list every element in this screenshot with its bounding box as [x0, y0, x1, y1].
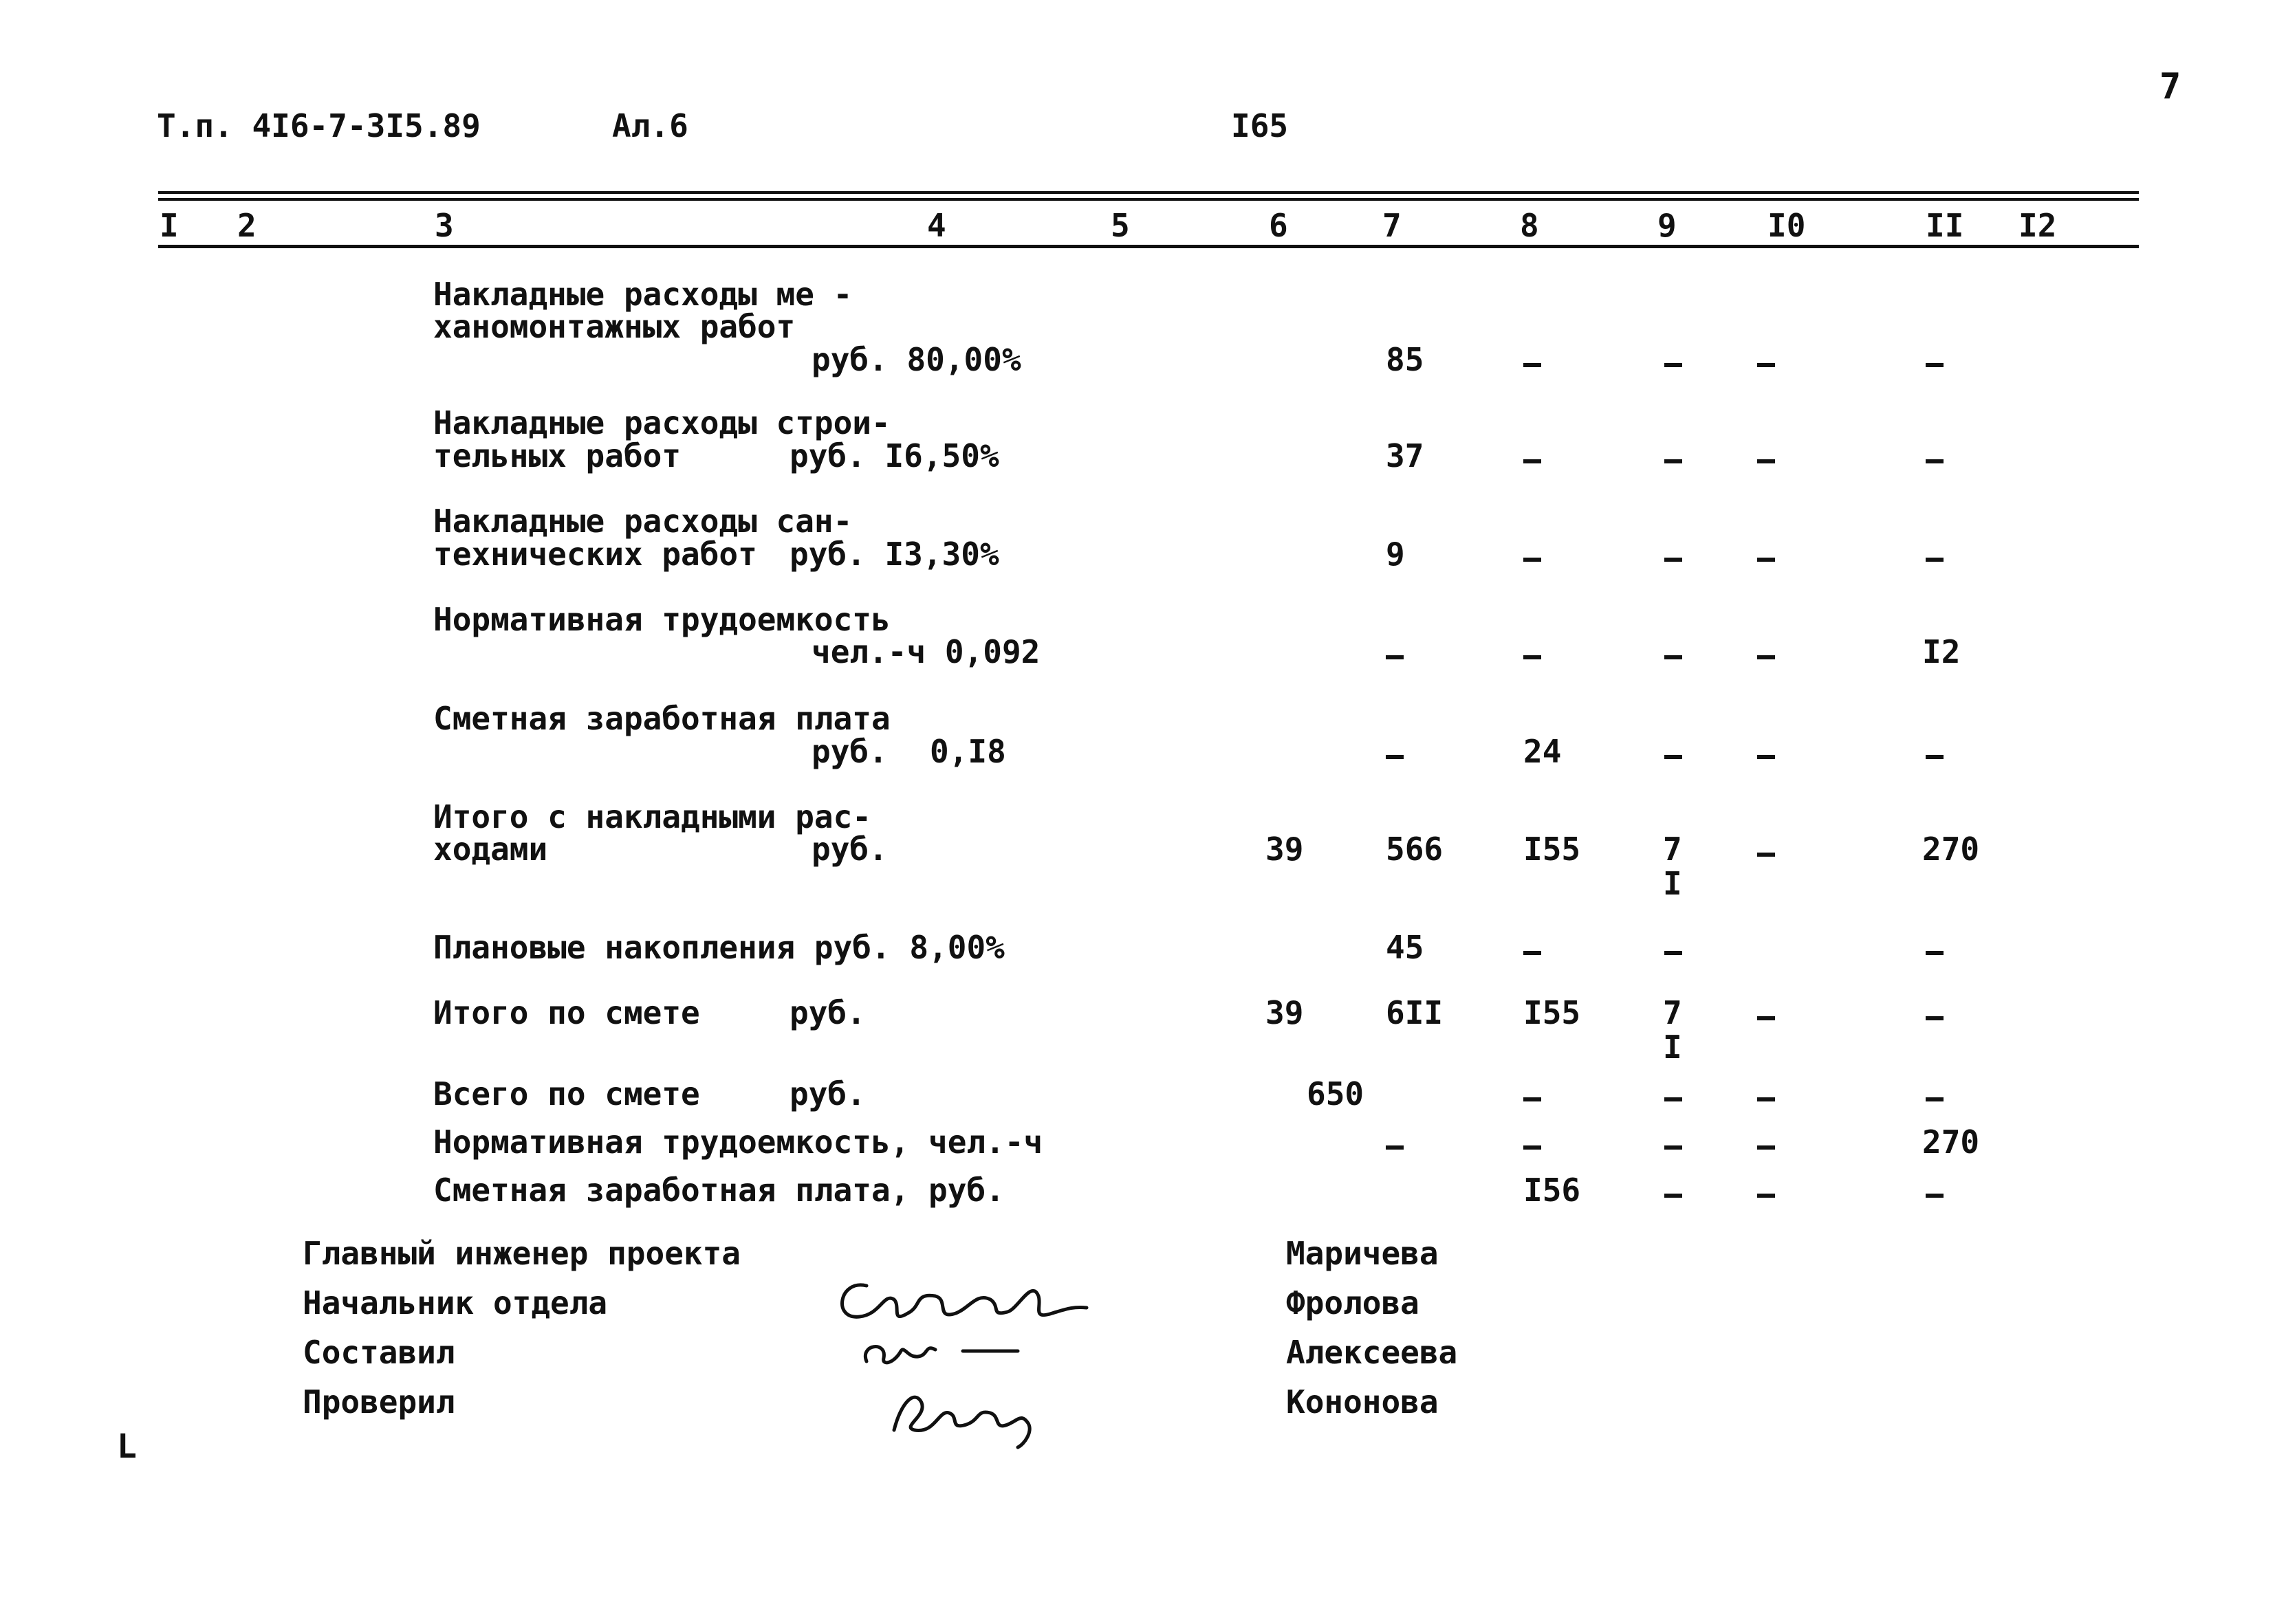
cell-col8: I55: [1523, 831, 1581, 868]
page-number: I65: [1231, 107, 1289, 144]
cell-col9: 7: [1663, 831, 1682, 868]
column-header-5: 5: [1111, 207, 1130, 244]
table-top-rule-2: [158, 198, 2139, 201]
column-header-10: I0: [1767, 207, 1806, 244]
document-number: Т.п. 4I6-7-3I5.89: [157, 107, 481, 144]
column-header-9: 9: [1657, 207, 1677, 244]
cell-col8: I55: [1523, 994, 1581, 1031]
dash-col8: [1523, 655, 1541, 659]
dash-col9: [1664, 558, 1682, 562]
cell-col8: 24: [1523, 733, 1562, 770]
row-rate: руб. I3,30%: [790, 536, 999, 573]
cell-col8: I56: [1523, 1172, 1581, 1209]
row-label-line: Всего по смете: [433, 1075, 700, 1112]
cell-col6: 39: [1265, 994, 1304, 1031]
dash-col8: [1523, 459, 1541, 463]
cell-col9: 7: [1663, 994, 1682, 1031]
cell-col6: 39: [1265, 831, 1304, 868]
dash-col9: [1664, 1145, 1682, 1150]
row-unit: руб.: [790, 1075, 866, 1112]
row-label-line: Плановые накопления руб. 8,00%: [433, 929, 1005, 966]
row-label-line: Итого по смете: [433, 994, 700, 1031]
column-header-12: I2: [2018, 207, 2057, 244]
row-rate: руб. 80,00%: [812, 341, 1021, 378]
dash-col8: [1523, 1145, 1541, 1150]
row-label-line: Сметная заработная плата, руб.: [433, 1172, 1005, 1209]
cell-col11: 270: [1922, 831, 1980, 868]
signature-name: Алексеева: [1286, 1334, 1458, 1371]
row-label-line: Накладные расходы ме -: [433, 276, 853, 313]
dash-col10: [1757, 1016, 1775, 1020]
dash-col7: [1386, 755, 1404, 759]
dash-col9: [1664, 1097, 1682, 1101]
dash-col9: [1664, 655, 1682, 659]
row-label-line: Сметная заработная плата: [433, 700, 891, 737]
row-rate: руб. I6,50%: [790, 437, 999, 474]
cell-col11: 270: [1922, 1123, 1980, 1161]
column-header-1: I: [160, 207, 179, 244]
table-top-rule-1: [158, 191, 2139, 194]
dash-col10: [1757, 1194, 1775, 1198]
column-header-8: 8: [1520, 207, 1539, 244]
row-label-line: Нормативная трудоемкость, чел.-ч: [433, 1123, 1043, 1161]
corner-mark: 7: [2159, 66, 2181, 107]
column-header-7: 7: [1382, 207, 1402, 244]
row-unit: руб.: [790, 994, 866, 1031]
dash-col10: [1757, 1145, 1775, 1150]
dash-col8: [1523, 363, 1541, 367]
dash-col11: [1926, 951, 1944, 955]
dash-col11: [1926, 558, 1944, 562]
cell-col7: 37: [1386, 437, 1424, 474]
column-header-11: II: [1926, 207, 1964, 244]
row-label-line: ханомонтажных работ: [433, 308, 796, 345]
signature-name: Фролова: [1286, 1284, 1419, 1321]
dash-col10: [1757, 459, 1775, 463]
dash-col8: [1523, 951, 1541, 955]
row-rate: 0,I8: [930, 733, 1006, 770]
dash-col9: [1664, 1194, 1682, 1198]
dash-col9: [1664, 459, 1682, 463]
signature-name: Маричева: [1286, 1235, 1439, 1272]
row-label-line: Итого с накладными рас-: [433, 798, 871, 835]
footer-mark: L: [117, 1427, 137, 1466]
row-label-line: Накладные расходы сан-: [433, 503, 853, 540]
row-label-line: технических работ: [433, 536, 757, 573]
row-label-line: Накладные расходы строи-: [433, 404, 891, 441]
dash-col9: [1664, 363, 1682, 367]
dash-col8: [1523, 558, 1541, 562]
signature-role: Главный инженер проекта: [303, 1235, 741, 1272]
dash-col10: [1757, 363, 1775, 367]
table-header-bottom-rule: [158, 245, 2139, 248]
dash-col10: [1757, 755, 1775, 759]
row-unit: руб.: [812, 831, 888, 868]
cell-col9-sub: I: [1663, 865, 1682, 902]
dash-col9: [1664, 951, 1682, 955]
row-unit: руб.: [812, 733, 888, 770]
handwritten-signature-1: [825, 1258, 1100, 1341]
dash-col9: [1664, 755, 1682, 759]
signature-role: Начальник отдела: [303, 1284, 608, 1321]
cell-col6-7: 650: [1307, 1075, 1364, 1112]
dash-col11: [1926, 459, 1944, 463]
signature-role: Составил: [303, 1334, 455, 1371]
album-number: Ал.6: [612, 107, 688, 144]
dash-col11: [1926, 1194, 1944, 1198]
cell-col9-sub: I: [1663, 1029, 1682, 1066]
cell-col7: 85: [1386, 341, 1424, 378]
dash-col11: [1926, 755, 1944, 759]
dash-col7: [1386, 655, 1404, 659]
dash-col10: [1757, 1097, 1775, 1101]
cell-col7: 45: [1386, 929, 1424, 966]
column-header-4: 4: [927, 207, 946, 244]
row-label-line: тельных работ: [433, 437, 682, 474]
handwritten-signature-3: [873, 1375, 1052, 1451]
column-header-3: 3: [435, 207, 454, 244]
cell-col7: 6II: [1386, 994, 1444, 1031]
handwritten-signature-2: [853, 1330, 1032, 1372]
cell-col7: 9: [1386, 536, 1405, 573]
dash-col10: [1757, 558, 1775, 562]
dash-col8: [1523, 1097, 1541, 1101]
signature-role: Проверил: [303, 1383, 455, 1420]
row-label-line: ходами: [433, 831, 548, 868]
dash-col11: [1926, 1016, 1944, 1020]
row-rate: чел.-ч 0,092: [812, 633, 1041, 670]
dash-col10: [1757, 655, 1775, 659]
dash-col11: [1926, 363, 1944, 367]
dash-col7: [1386, 1145, 1404, 1150]
signature-name: Кононова: [1286, 1383, 1439, 1420]
row-label-line: Нормативная трудоемкость: [433, 601, 891, 638]
column-header-6: 6: [1269, 207, 1288, 244]
cell-col7: 566: [1386, 831, 1444, 868]
dash-col10: [1757, 853, 1775, 857]
cell-col11: I2: [1922, 633, 1961, 670]
dash-col11: [1926, 1097, 1944, 1101]
column-header-2: 2: [237, 207, 257, 244]
